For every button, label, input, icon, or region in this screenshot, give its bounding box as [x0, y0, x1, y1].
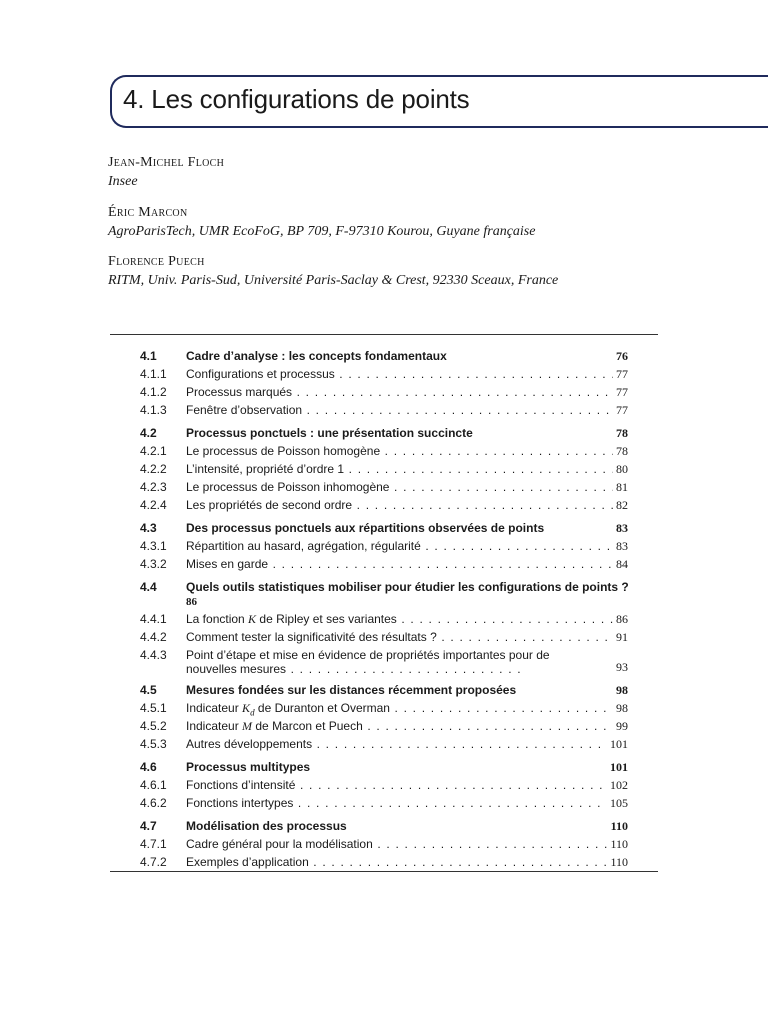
- toc-subsection[interactable]: [110, 460, 658, 478]
- toc-number: 4.4.1: [140, 612, 167, 626]
- toc-number: 4.2.4: [140, 498, 167, 512]
- toc-section[interactable]: [110, 578, 658, 610]
- toc-subsection[interactable]: [110, 735, 658, 753]
- toc-subsection[interactable]: [110, 365, 658, 383]
- toc-number: 4.4: [140, 580, 157, 594]
- author-affiliation: Insee: [108, 174, 138, 189]
- author-name: Éric Marcon: [108, 205, 188, 220]
- toc-title-text: La fonction: [186, 612, 249, 626]
- toc-title-block: [186, 646, 628, 676]
- toc-page: 99: [613, 717, 628, 735]
- toc-page: 84: [613, 555, 628, 573]
- toc-page: 77: [613, 401, 628, 419]
- toc-subsection[interactable]: [110, 555, 658, 573]
- toc-title: nouvelles mesures . . .: [186, 662, 526, 676]
- toc-page: 101: [607, 735, 628, 753]
- toc-page: 105: [607, 794, 628, 812]
- toc-subsection[interactable]: [110, 853, 658, 871]
- toc-subsection[interactable]: [110, 717, 658, 735]
- toc-page: 83: [613, 519, 628, 537]
- toc-page: 102: [607, 776, 628, 794]
- toc-title-math: K: [242, 701, 251, 715]
- toc-title: Les propriétés de second ordre . . .: [186, 496, 626, 514]
- author-block: [108, 203, 535, 241]
- toc-number: 4.6.2: [140, 796, 167, 810]
- toc-title: Quels outils statistiques mobiliser pour étudier les configurations de points ?: [186, 580, 629, 594]
- toc-title-text: de Duranton et Overman: [254, 701, 390, 715]
- toc-subsection[interactable]: [110, 794, 658, 812]
- toc-page: 81: [613, 478, 628, 496]
- toc-title: Processus marqués . . .: [186, 383, 626, 401]
- toc-subsection[interactable]: [110, 401, 658, 419]
- toc-section[interactable]: [110, 519, 658, 537]
- toc-title: Des processus ponctuels aux répartitions observées de points: [186, 521, 545, 535]
- toc-title: Comment tester la significativité des résultats ? . . .: [186, 628, 626, 646]
- toc-number: 4.2.2: [140, 462, 167, 476]
- author-block: [108, 252, 558, 290]
- toc-page: 110: [607, 853, 628, 871]
- toc-number: 4.5.3: [140, 737, 167, 751]
- toc-bottom-rule: [110, 871, 658, 872]
- toc-subsection[interactable]: [110, 835, 658, 853]
- toc-number: 4.5.1: [140, 701, 167, 715]
- toc-section[interactable]: [110, 347, 658, 365]
- toc-title: Le processus de Poisson inhomogène . . .: [186, 478, 626, 496]
- toc-subsection[interactable]: [110, 478, 658, 496]
- toc-subsection[interactable]: [110, 383, 658, 401]
- toc-subsection[interactable]: [110, 646, 658, 676]
- toc-section[interactable]: [110, 424, 658, 442]
- toc-title: [186, 717, 626, 735]
- toc-page: 77: [613, 383, 628, 401]
- toc-page: 86: [613, 610, 628, 628]
- toc-number: 4.7.1: [140, 837, 167, 851]
- author-affiliation: RITM, Univ. Paris-Sud, Université Paris-Saclay & Crest, 92330 Sceaux, France: [108, 273, 559, 288]
- author-block: [108, 153, 224, 191]
- toc-title: Mises en garde . . .: [186, 555, 626, 573]
- toc-page: 78: [613, 442, 628, 460]
- toc-number: 4.4.3: [140, 648, 167, 662]
- toc-page: 77: [613, 365, 628, 383]
- toc-title: L’intensité, propriété d’ordre 1 . . .: [186, 460, 626, 478]
- toc-title: Autres développements . . .: [186, 735, 626, 753]
- toc-page: 93: [613, 658, 628, 676]
- toc-page: 98: [613, 681, 628, 699]
- toc-number: 4.5: [140, 683, 157, 697]
- toc-number: 4.1.3: [140, 403, 167, 417]
- toc-page: 86: [186, 596, 197, 608]
- toc-page: 110: [608, 817, 628, 835]
- toc-section[interactable]: [110, 817, 658, 835]
- toc-title: Processus multitypes: [186, 760, 311, 774]
- author-name: Jean-Michel Floch: [108, 155, 225, 170]
- toc-title-subscript: d: [250, 707, 255, 718]
- toc-section[interactable]: [110, 758, 658, 776]
- toc-number: 4.2: [140, 426, 157, 440]
- toc-section[interactable]: [110, 681, 658, 699]
- toc-number: 4.4.2: [140, 630, 167, 644]
- author-affiliation: AgroParisTech, UMR EcoFoG, BP 709, F-97310 Kourou, Guyane française: [108, 224, 536, 239]
- toc-title-math: K: [248, 612, 257, 626]
- toc-number: 4.6.1: [140, 778, 167, 792]
- toc-top-rule: [110, 334, 658, 335]
- toc-title-math: M: [242, 719, 253, 733]
- table-of-contents: [110, 341, 658, 871]
- toc-page: 91: [613, 628, 628, 646]
- toc-number: 4.5.2: [140, 719, 167, 733]
- toc-number: 4.1.2: [140, 385, 167, 399]
- toc-title: Fonctions d’intensité . . .: [186, 776, 626, 794]
- toc-number: 4.2.1: [140, 444, 167, 458]
- author-name: Florence Puech: [108, 254, 205, 269]
- toc-title: Modélisation des processus: [186, 819, 347, 833]
- toc-number: 4.3: [140, 521, 157, 535]
- toc-number: 4.7: [140, 819, 157, 833]
- toc-number: 4.2.3: [140, 480, 167, 494]
- toc-title-text: Indicateur: [186, 701, 243, 715]
- toc-title: Le processus de Poisson homogène . . .: [186, 442, 626, 460]
- toc-subsection[interactable]: [110, 537, 658, 555]
- toc-title: Cadre général pour la modélisation . . .: [186, 835, 626, 853]
- toc-page: 80: [613, 460, 628, 478]
- toc-title: Exemples d’application . . .: [186, 853, 626, 871]
- toc-title: [186, 610, 626, 628]
- toc-number: 4.1.1: [140, 367, 167, 381]
- toc-title: Répartition au hasard, agrégation, régularité . . .: [186, 537, 626, 555]
- toc-number: 4.3.2: [140, 557, 167, 571]
- toc-subsection[interactable]: [110, 496, 658, 514]
- toc-page: 83: [613, 537, 628, 555]
- toc-subsection[interactable]: [110, 442, 658, 460]
- toc-title: Point d’étape et mise en évidence de propriétés importantes pour de: [186, 648, 550, 662]
- toc-page: 82: [613, 496, 628, 514]
- toc-page: 76: [613, 347, 628, 365]
- toc-title: Fonctions intertypes . . .: [186, 794, 626, 812]
- toc-title: Processus ponctuels : une présentation succincte: [186, 426, 473, 440]
- chapter-title: 4. Les configurations de points: [123, 84, 470, 114]
- toc-page: 78: [613, 424, 628, 442]
- toc-title-text: Indicateur: [186, 719, 243, 733]
- toc-title: Configurations et processus . . .: [186, 365, 626, 383]
- toc-page: 110: [607, 835, 628, 853]
- toc-number: 4.3.1: [140, 539, 167, 553]
- toc-number: 4.7.2: [140, 855, 167, 869]
- toc-title: Mesures fondées sur les distances récemment proposées: [186, 683, 517, 697]
- toc-subsection[interactable]: [110, 699, 658, 717]
- toc-subsection[interactable]: [110, 776, 658, 794]
- toc-page: 101: [607, 758, 628, 776]
- toc-number: 4.1: [140, 349, 157, 363]
- toc-title: Cadre d’analyse : les concepts fondamentaux: [186, 349, 447, 363]
- toc-number: 4.6: [140, 760, 157, 774]
- toc-subsection[interactable]: [110, 610, 658, 628]
- toc-subsection[interactable]: [110, 628, 658, 646]
- toc-page: 98: [613, 699, 628, 717]
- toc-title: Fenêtre d’observation . . .: [186, 401, 626, 419]
- toc-title-text: de Marcon et Puech: [252, 719, 363, 733]
- toc-title-block: [186, 578, 656, 610]
- toc-title-text: de Ripley et ses variantes: [256, 612, 397, 626]
